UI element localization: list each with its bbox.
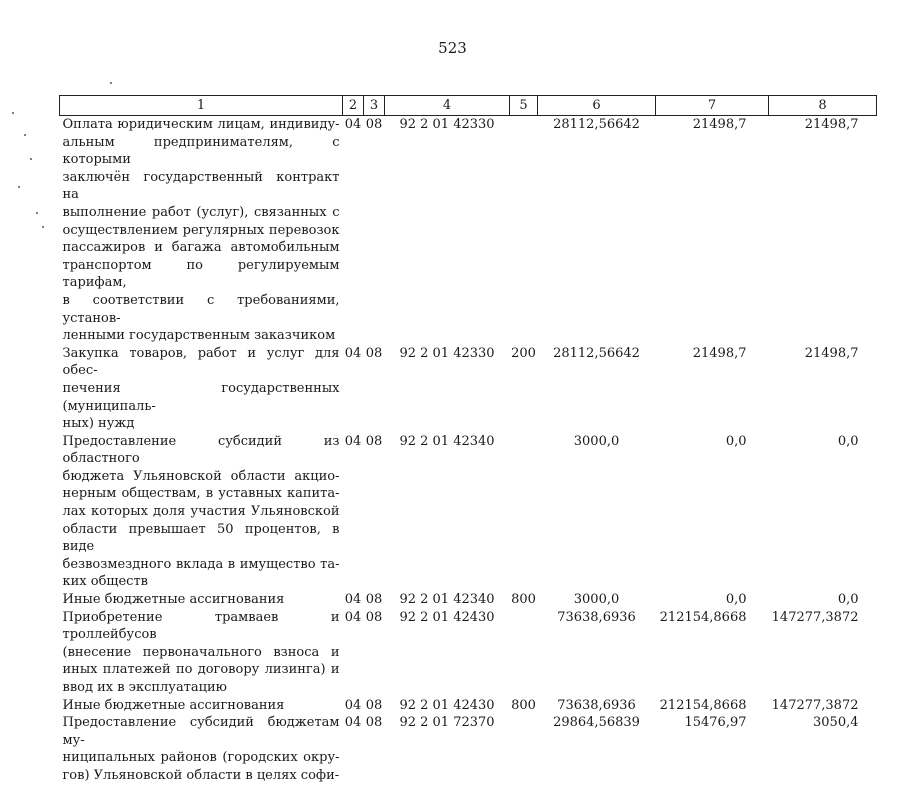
- cell-c6: 29864,56839: [553, 715, 640, 731]
- cell-c3: 08: [365, 433, 383, 449]
- description-line: Иные бюджетные ассигнования: [62, 592, 285, 608]
- header-row: [60, 96, 877, 116]
- budget-table: [59, 95, 877, 785]
- cell-c2: 04: [344, 609, 362, 625]
- table-row: [60, 116, 877, 345]
- description-line: Иные бюджетные ассигнования: [62, 697, 285, 713]
- page-number: 523: [438, 39, 467, 57]
- description-line: (внесение первоначального взноса и: [62, 644, 340, 660]
- table-body: [60, 116, 877, 785]
- description-line: ных) нужд: [62, 416, 135, 432]
- cell-c5: [510, 714, 538, 784]
- description-line: области превышает 50 процентов, в виде: [62, 521, 340, 555]
- cell-c6: 3000,0: [573, 592, 620, 608]
- cell-c8: 3050,4: [813, 715, 859, 731]
- scan-speck: [24, 134, 26, 136]
- cell-c8: 21498,7: [804, 345, 859, 361]
- cell-c4: 92 2 01 42330: [399, 345, 495, 361]
- cell-c7: 0,0: [725, 433, 747, 449]
- header-col-6: 6: [538, 96, 656, 116]
- cell-c4: 92 2 01 42330: [399, 117, 495, 132]
- cell-c4: 92 2 01 42430: [399, 697, 495, 713]
- description-line: Приобретение трамваев и троллейбусов: [62, 609, 340, 643]
- row-description: [60, 591, 343, 609]
- cell-c3: 08: [365, 715, 383, 731]
- cell-c8: 0,0: [837, 433, 859, 449]
- header-col-1: 1: [60, 96, 343, 116]
- cell-c2: 04: [344, 715, 362, 731]
- cell-c5: 800: [511, 697, 536, 713]
- scan-speck: [36, 212, 38, 214]
- row-description: [60, 714, 343, 784]
- header-col-2: 2: [343, 96, 364, 116]
- cell-c5: [510, 433, 538, 591]
- cell-c6: 3000,0: [573, 433, 620, 449]
- header-col-4: 4: [385, 96, 510, 116]
- row-description: [60, 433, 343, 591]
- description-line: заключён государственный контракт на: [62, 169, 340, 203]
- description-line: транспортом по регулируемым тарифам,: [62, 257, 340, 291]
- cell-c5: 200: [511, 345, 536, 361]
- cell-c3: 08: [365, 592, 383, 608]
- scan-speck: [42, 226, 44, 228]
- description-line: гов) Ульяновской области в целях софи-: [62, 767, 340, 783]
- cell-c7: 212154,8668: [659, 609, 747, 625]
- description-line: нерным обществам, в уставных капита-: [62, 486, 340, 502]
- description-line: Предоставление субсидий из областного: [62, 433, 340, 467]
- description-line: Закупка товаров, работ и услуг для обес-: [62, 345, 340, 379]
- cell-c8: 147277,3872: [771, 609, 859, 625]
- table-row: [60, 697, 877, 715]
- cell-c6: 73638,6936: [557, 609, 636, 625]
- description-line: пассажиров и багажа автомобильным: [62, 240, 340, 256]
- table-row: [60, 714, 877, 784]
- cell-c6: 28112,56642: [553, 345, 640, 361]
- description-line: Предоставление субсидий бюджетам му-: [62, 715, 340, 748]
- description-line: бюджета Ульяновской области акцио-: [62, 468, 340, 484]
- description-line: Оплата юридическим лицам, индивиду-: [62, 117, 340, 132]
- description-line: иных платежей по договору лизинга) и: [62, 662, 340, 678]
- header-col-5: 5: [510, 96, 538, 116]
- description-line: ввод их в эксплуатацию: [62, 680, 227, 695]
- cell-c2: 04: [344, 117, 362, 132]
- cell-c5: [510, 116, 538, 345]
- table-row: [60, 609, 877, 697]
- cell-c7: 21498,7: [692, 345, 747, 361]
- cell-c4: 92 2 01 42340: [399, 433, 495, 449]
- description-line: лах которых доля участия Ульяновской: [62, 504, 340, 520]
- header-col-7: 7: [656, 96, 769, 116]
- description-line: альным предпринимателям, с которыми: [62, 134, 340, 168]
- description-line: осуществлением регулярных перевозок: [62, 222, 340, 238]
- cell-c7: 15476,97: [684, 715, 747, 731]
- scan-speck: [12, 112, 14, 114]
- description-line: ких обществ: [62, 574, 148, 590]
- cell-c2: 04: [344, 433, 362, 449]
- cell-c8: 147277,3872: [771, 697, 859, 713]
- cell-c6: 73638,6936: [557, 697, 636, 713]
- row-description: [60, 345, 343, 433]
- cell-c3: 08: [365, 345, 383, 361]
- description-line: ниципальных районов (городских окру-: [62, 750, 340, 766]
- description-line: выполнение работ (услуг), связанных с: [62, 204, 340, 220]
- cell-c6: 28112,56642: [553, 117, 640, 132]
- scan-speck: [30, 158, 32, 160]
- cell-c3: 08: [365, 697, 383, 713]
- table-row: [60, 433, 877, 591]
- cell-c3: 08: [365, 609, 383, 625]
- cell-c8: 21498,7: [804, 117, 859, 132]
- header-col-3: 3: [364, 96, 385, 116]
- table-row: [60, 345, 877, 433]
- cell-c7: 21498,7: [692, 117, 747, 132]
- cell-c3: 08: [365, 117, 383, 132]
- cell-c2: 04: [344, 697, 362, 713]
- cell-c8: 0,0: [837, 592, 859, 608]
- cell-c5: [510, 609, 538, 697]
- row-description: [60, 697, 343, 715]
- scan-speck: [18, 186, 20, 188]
- cell-c4: 92 2 01 42430: [399, 609, 495, 625]
- description-line: ленными государственным заказчиком: [62, 328, 336, 344]
- scan-speck: [110, 82, 112, 84]
- table-row: [60, 591, 877, 609]
- description-line: безвозмездного вклада в имущество та-: [62, 556, 340, 572]
- cell-c4: 92 2 01 72370: [399, 715, 495, 731]
- description-line: печения государственных (муниципаль-: [62, 380, 340, 414]
- cell-c4: 92 2 01 42340: [399, 592, 495, 608]
- description-line: в соответствии с требованиями, установ-: [62, 292, 340, 326]
- cell-c7: 0,0: [725, 592, 747, 608]
- cell-c5: 800: [511, 592, 536, 608]
- cell-c7: 212154,8668: [659, 697, 747, 713]
- table-header: [60, 96, 877, 116]
- header-col-8: 8: [769, 96, 877, 116]
- cell-c2: 04: [344, 345, 362, 361]
- cell-c2: 04: [344, 592, 362, 608]
- row-description: [60, 116, 343, 345]
- row-description: [60, 609, 343, 697]
